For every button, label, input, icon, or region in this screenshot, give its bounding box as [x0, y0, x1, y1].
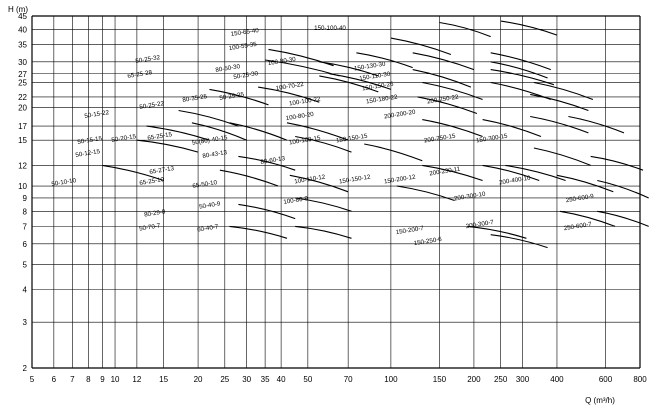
curve-label: 100-55-35: [228, 40, 258, 53]
curve-labels-layer: [51, 25, 595, 247]
curve-label: 50-25-22: [138, 100, 165, 111]
performance-curve: [483, 120, 541, 137]
y-tick-label: 10: [18, 182, 27, 192]
curve-label: 50-12-15: [74, 148, 101, 159]
performance-curve: [391, 38, 451, 54]
performance-curve: [413, 70, 471, 88]
curve-label: 50-15-22: [83, 109, 110, 120]
x-tick-label: 250: [493, 375, 508, 384]
curve-label: 250-600-9: [565, 192, 595, 205]
curve-label: 100-80-20: [285, 110, 315, 123]
curve-label: 150-300-15: [475, 132, 508, 145]
performance-curve: [557, 175, 613, 192]
y-tick-label: 35: [18, 40, 27, 50]
performance-curve: [491, 53, 551, 70]
curve-label: 150-65-40: [230, 27, 260, 38]
y-tick-label: 27: [18, 69, 27, 79]
y-tick-label: 12: [18, 161, 27, 171]
curve-label: 80-29-8: [143, 208, 166, 219]
x-tick-label: 30: [242, 375, 252, 384]
curve-label: 250-600-7: [563, 220, 593, 233]
curve-label: 150-200-7: [395, 224, 425, 237]
x-tick-label: 12: [132, 375, 142, 384]
y-tick-label: 20: [18, 103, 27, 113]
performance-curve: [597, 181, 648, 199]
x-tick-label: 20: [193, 375, 203, 384]
y-axis-title: H (m): [8, 5, 28, 14]
curve-label: 150-100-40: [314, 25, 346, 32]
curve-label: 80-35-25: [181, 93, 208, 104]
curve-label: 65-25-15: [146, 131, 173, 142]
curve-label: 150-250-6: [413, 235, 443, 248]
performance-curve: [220, 170, 278, 186]
performance-curve: [568, 117, 624, 133]
performance-curve: [534, 148, 591, 165]
x-tick-label: 5: [29, 375, 35, 384]
performance-curve: [179, 111, 239, 127]
y-tick-label: 8: [22, 207, 27, 217]
curve-label: 50-25-32: [134, 54, 161, 65]
performance-curve: [591, 156, 643, 170]
curve-label: 150-150-26: [361, 80, 394, 93]
curve-label: 200-300-7: [465, 218, 495, 231]
curve-label: 50-70-7: [138, 222, 161, 233]
curve-label: 150-180-22: [365, 93, 398, 106]
performance-curve: [491, 62, 548, 78]
x-tick-label: 8: [86, 375, 91, 384]
x-tick-label: 100: [384, 375, 398, 384]
curve-label: 100-70-22: [275, 80, 305, 93]
x-tick-label: 300: [515, 375, 530, 384]
performance-curve: [397, 186, 455, 201]
x-tick-label: 25: [220, 375, 230, 384]
y-tick-label: 6: [22, 239, 27, 249]
curve-label: 200-200-20: [383, 108, 416, 121]
x-tick-label: 200: [467, 375, 481, 384]
curve-label: 200-250-15: [423, 132, 456, 145]
curve-label: 65-25-10: [138, 176, 165, 187]
curve-label: 150-130-30: [353, 60, 386, 73]
y-tick-label: 7: [22, 222, 27, 232]
curve-label: 80-43-13: [201, 149, 228, 160]
x-tick-label: 150: [432, 375, 447, 384]
performance-curve: [230, 123, 288, 140]
performance-curve: [230, 226, 288, 238]
x-tick-label: 35: [260, 375, 270, 384]
curve-label: 50-10-10: [50, 177, 77, 188]
x-tick-label: 40: [276, 375, 286, 384]
curve-label: 60-40-7: [196, 223, 219, 234]
curve-label: 100-100-15: [288, 134, 321, 147]
y-tick-label: 5: [22, 260, 27, 270]
curve-label: 80-60-13: [259, 155, 286, 166]
curve-label: 65-25-28: [126, 69, 153, 80]
y-tick-label: 2: [22, 364, 27, 373]
x-tick-label: 800: [633, 375, 647, 384]
y-tick-label: 4: [22, 285, 27, 295]
curve-label: 100-100-22: [288, 95, 321, 108]
performance-curve: [295, 226, 351, 238]
curve-label: 200-300-10: [453, 190, 486, 203]
y-tick-label: 3: [22, 318, 27, 328]
performance-curve: [364, 144, 422, 161]
performance-curve: [597, 211, 648, 226]
x-tick-label: 6: [51, 375, 57, 384]
y-tick-label: 40: [18, 25, 27, 35]
x-tick-label: 15: [159, 375, 169, 384]
y-tick-label: 45: [18, 12, 27, 21]
curve-label: 50-20-15: [110, 133, 137, 144]
curve-label: 200-400-10: [498, 174, 531, 187]
curve-label: 150-110-30: [358, 70, 391, 83]
y-tick-label: 15: [18, 136, 27, 146]
curves-layer: [102, 21, 648, 248]
y-tick-label: 9: [22, 193, 27, 203]
curve-label: 50(80)-40-15: [191, 134, 228, 147]
performance-curve: [137, 140, 198, 152]
y-tick-label: 25: [18, 78, 27, 88]
y-tick-label: 17: [18, 122, 27, 132]
y-tick-label: 22: [18, 92, 27, 102]
y-tick-label: 30: [18, 57, 27, 67]
x-tick-label: 7: [70, 375, 75, 384]
curve-label: 150-200-12: [383, 173, 416, 186]
x-tick-label: 70: [343, 375, 353, 384]
x-axis-title: Q (m³/h): [585, 396, 615, 405]
curve-label: 65-27-13: [148, 165, 175, 176]
curve-label: 50-40-9: [198, 200, 221, 211]
x-tick-label: 9: [100, 375, 105, 384]
curve-label: 100-110-12: [293, 173, 326, 186]
performance-curve: [413, 53, 474, 70]
curve-label: 150-150-15: [335, 132, 368, 145]
x-tick-label: 400: [550, 375, 564, 384]
curve-label: 100-80-9: [282, 195, 309, 206]
curve-label: 100-80-30: [267, 55, 297, 68]
curve-label: 150-150-12: [338, 173, 371, 186]
x-tick-label: 50: [303, 375, 313, 384]
performance-curve: [501, 21, 557, 35]
curve-label: 80-50-30: [214, 63, 241, 74]
x-tick-label: 600: [598, 375, 613, 384]
curve-label: 50-15-15: [76, 135, 103, 146]
curve-label: 65-50-10: [191, 179, 218, 190]
curve-label: 50-25-25: [218, 91, 245, 102]
curve-label: 200-230-11: [428, 165, 461, 178]
x-tick-label: 10: [110, 375, 120, 384]
curve-label: 50-25-30: [232, 70, 259, 81]
curve-label: 200-250-22: [426, 93, 459, 106]
